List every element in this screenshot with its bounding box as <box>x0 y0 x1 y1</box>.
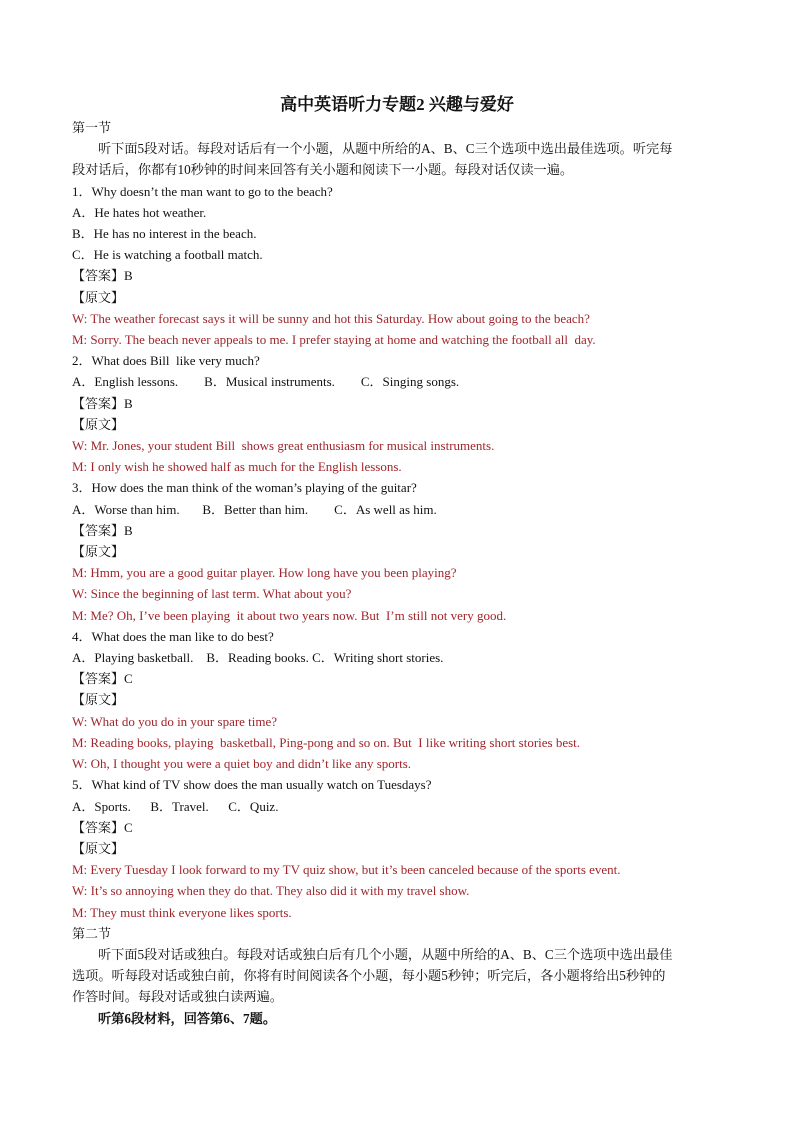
section1-instructions-line2: 段对话后，你都有10秒钟的时间来回答有关小题和阅读下一小题。每段对话仅读一遍。 <box>72 162 574 178</box>
question-2-options: A．English lessons. B．Musical instruments. C．Singing songs. <box>72 374 460 390</box>
question-1: 1．Why doesn’t the man want to go to the beach? <box>72 183 333 199</box>
question-block-2 <box>72 350 722 477</box>
question-5-transcript-line-3: M: They must think everyone likes sports. <box>72 904 292 920</box>
question-1-option-b: B．He has no interest in the beach. <box>72 226 257 242</box>
question-4-transcript-line-2: M: Reading books, playing basketball, Ping-pong and so on. But I like writing short stories best. <box>72 734 581 750</box>
question-2: 2．What does Bill like very much? <box>72 353 260 369</box>
question-5-answer: 【答案】C <box>72 819 133 835</box>
question-5-options: A．Sports. B．Travel. C．Quiz. <box>72 798 279 814</box>
question-5-transcript-line-1: M: Every Tuesday I look forward to my TV quiz show, but it’s been canceled because of the sports event. <box>72 862 621 878</box>
question-2-answer: 【答案】B <box>72 395 133 411</box>
section1-heading: 第一节 <box>72 120 112 135</box>
page-content <box>72 93 722 1029</box>
section1-instructions-line1: 听下面5段对话。每段对话后有一个小题，从题中所给的A、B、C三个选项中选出最佳选项。听完每 <box>98 141 673 157</box>
question-2-transcript-line-1: W: Mr. Jones, your student Bill shows great enthusiasm for musical instruments. <box>72 438 495 454</box>
question-3: 3．How does the man think of the woman’s playing of the guitar? <box>72 480 417 496</box>
question-1-option-a: A．He hates hot weather. <box>72 204 207 220</box>
question-block-4 <box>72 626 722 774</box>
section2-instructions-line3: 作答时间。每段对话或独白读两遍。 <box>72 989 283 1005</box>
question-4: 4．What does the man like to do best? <box>72 628 274 644</box>
question-1-answer: 【答案】B <box>72 268 133 284</box>
section2-instructions-line2: 选项。听每段对话或独白前，你将有时间阅读各个小题，每小题5秒钟；听完后，各小题将给出5秒钟的 <box>72 968 666 984</box>
section2-instructions-line1: 听下面5段对话或独白。每段对话或独白后有几个小题，从题中所给的A、B、C三个选项中选出最佳 <box>98 946 673 962</box>
section2-heading: 第二节 <box>72 925 112 941</box>
question-4-transcript-label: 【原文】 <box>72 692 125 708</box>
question-5-transcript-line-2: W: It’s so annoying when they do that. They also did it with my travel show. <box>72 883 470 899</box>
material-6-note: 听第6段材料，回答第6、7题。 <box>98 1010 277 1026</box>
question-2-transcript-label: 【原文】 <box>72 416 125 432</box>
question-3-transcript-line-2: W: Since the beginning of last term. What about you? <box>72 586 352 602</box>
question-1-transcript-line-2: M: Sorry. The beach never appeals to me. I prefer staying at home and watching the football all day. <box>72 332 596 348</box>
question-4-transcript-line-1: W: What do you do in your spare time? <box>72 713 278 729</box>
question-3-options: A．Worse than him. B．Better than him. C．As well as him. <box>72 501 437 517</box>
question-1-transcript-label: 【原文】 <box>72 289 125 305</box>
question-block-5 <box>72 774 722 922</box>
question-3-transcript-line-1: M: Hmm, you are a good guitar player. How long have you been playing? <box>72 565 457 581</box>
question-1-transcript-line-1: W: The weather forecast says it will be sunny and hot this Saturday. How about going to the beach? <box>72 310 590 326</box>
question-4-options: A．Playing basketball. B．Reading books. C．Writing short stories. <box>72 650 444 666</box>
question-block-3 <box>72 477 722 625</box>
question-3-transcript-line-3: M: Me? Oh, I’ve been playing it about two years now. But I’m still not very good. <box>72 607 507 623</box>
question-5: 5．What kind of TV show does the man usually watch on Tuesdays? <box>72 777 432 793</box>
question-3-transcript-label: 【原文】 <box>72 544 125 560</box>
question-2-transcript-line-2: M: I only wish he showed half as much for the English lessons. <box>72 459 402 475</box>
question-block-1 <box>72 181 722 351</box>
question-5-transcript-label: 【原文】 <box>72 840 125 856</box>
question-4-transcript-line-3: W: Oh, I thought you were a quiet boy and didn’t like any sports. <box>72 756 412 772</box>
question-4-answer: 【答案】C <box>72 671 133 687</box>
question-1-option-c: C．He is watching a football match. <box>72 247 263 263</box>
question-3-answer: 【答案】B <box>72 522 133 538</box>
document-title: 高中英语听力专题2 兴趣与爱好 <box>280 95 514 114</box>
